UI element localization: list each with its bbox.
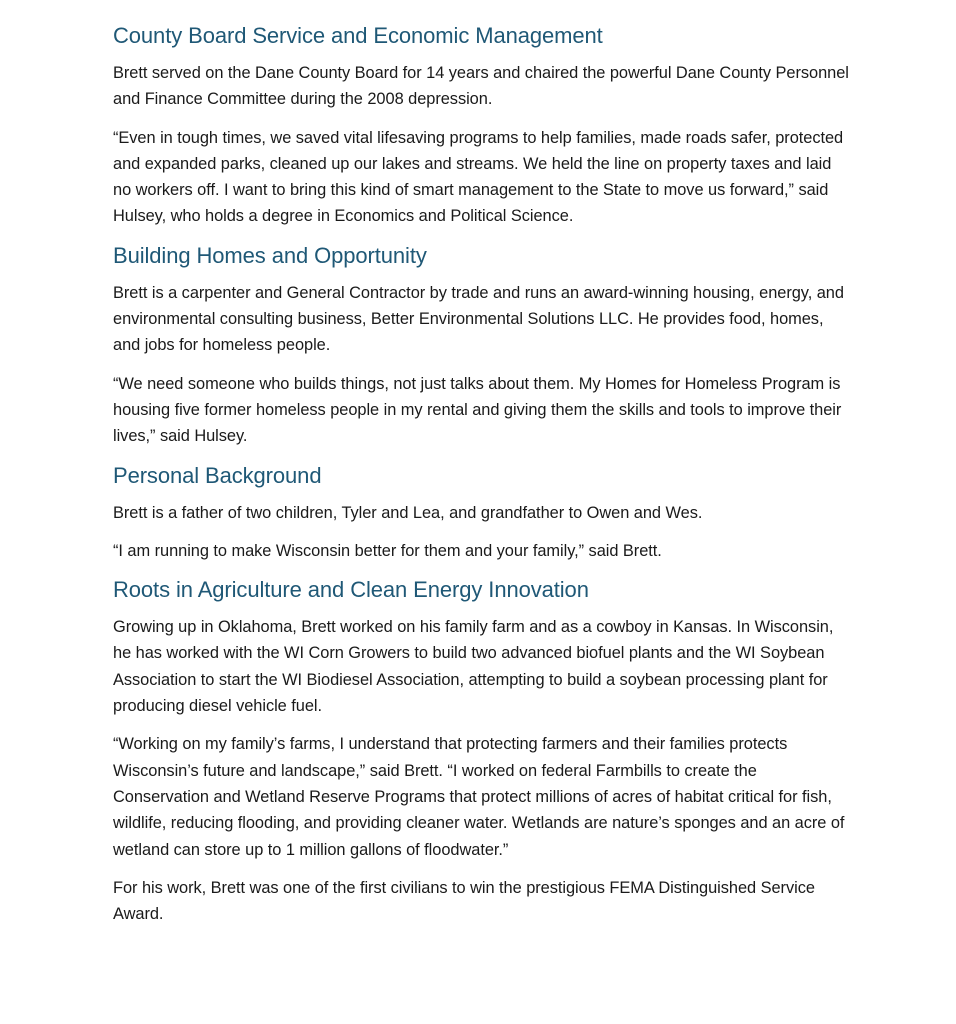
section-heading: Roots in Agriculture and Clean Energy Innovation: [113, 577, 589, 603]
paragraph: For his work, Brett was one of the first civilians to win the prestigious FEMA Distinguished Service Award.: [113, 878, 815, 924]
section-agriculture-energy: [113, 576, 853, 927]
paragraph: “We need someone who builds things, not just talks about them. My Homes for Homeless Program is housing five former homeless people in my rental and giving them the skills and tools to improve their lives,” said Hulsey.: [113, 374, 842, 446]
paragraph: Brett is a carpenter and General Contractor by trade and runs an award-winning housing, energy, and environmental consulting business, Better Environmental Solutions LLC. He provides food, homes, and jobs for homeless people.: [113, 283, 844, 355]
document-body: [113, 22, 853, 939]
section-county-board: [113, 22, 853, 230]
paragraph: “Even in tough times, we saved vital lifesaving programs to help families, made roads safer, protected and expanded parks, cleaned up our lakes and streams. We held the line on property taxes and laid no workers off. I want to bring this kind of smart management to the State to move us forward,” said Hulsey, who holds a degree in Economics and Political Science.: [113, 128, 844, 226]
section-heading: County Board Service and Economic Management: [113, 23, 603, 48]
paragraph: Growing up in Oklahoma, Brett worked on his family farm and as a cowboy in Kansas. In Wisconsin, he has worked with the WI Corn Growers to build two advanced biofuel plants and the WI Soybean Association to start the WI Biodiesel Association, attempting to build a soybean processing plant for producing diesel vehicle fuel.: [113, 618, 834, 716]
paragraph: Brett served on the Dane County Board for 14 years and chaired the powerful Dane County Personnel and Finance Committee during the 2008 depression.: [113, 64, 849, 109]
section-heading: Personal Background: [113, 462, 322, 488]
paragraph: Brett is a father of two children, Tyler and Lea, and grandfather to Owen and Wes.: [113, 503, 703, 522]
paragraph: “Working on my family’s farms, I understand that protecting farmers and their families protects Wisconsin’s future and landscape,” said Brett. “I worked on federal Farmbills to create the Conservation and Wetland Reserve Programs that protect millions of acres of habitat critical for fish, wildlife, reducing flooding, and providing cleaner water. Wetlands are nature’s sponges and an acre of wetland can store up to 1 million gallons of floodwater.”: [113, 735, 845, 859]
paragraph: “I am running to make Wisconsin better for them and your family,” said Brett.: [113, 541, 662, 560]
section-personal-background: [113, 462, 853, 565]
section-heading: Building Homes and Opportunity: [113, 242, 427, 268]
section-building-homes: [113, 242, 853, 450]
